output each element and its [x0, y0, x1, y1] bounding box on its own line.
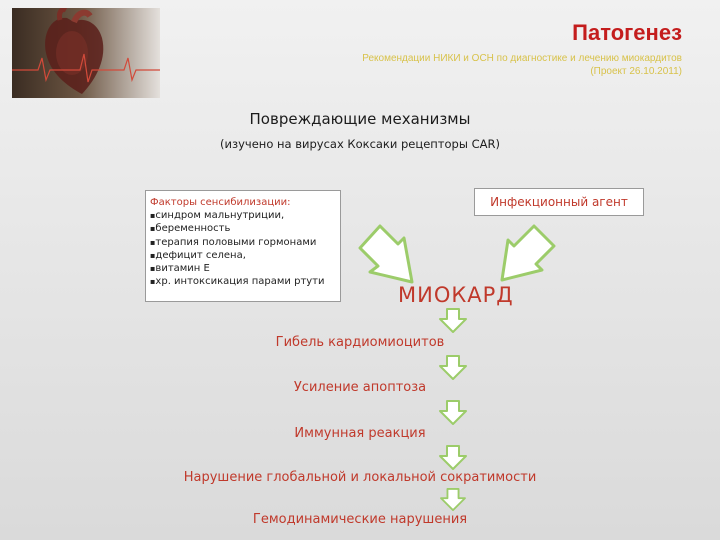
step-cardiomyocyte-death: Гибель кардиомиоцитов	[275, 335, 445, 350]
factors-list	[150, 209, 336, 288]
subtitle-line-2: (Проект 26.10.2011)	[590, 66, 682, 77]
infectious-agent-box: Инфекционный агент	[474, 188, 644, 216]
factor-item: ▪ витамин Е	[150, 262, 336, 275]
myocardium-label: МИОКАРД	[398, 283, 514, 307]
down-arrow-icon	[438, 400, 468, 426]
factor-item: ▪ дефицит селена,	[150, 249, 336, 262]
sensitization-factors-box	[145, 190, 341, 302]
subtitle-line-1: Рекомендации НИКИ и ОСН по диагностике и лечению миокардитов	[362, 53, 682, 64]
step-hemodynamic-disorders: Гемодинамические нарушения	[252, 512, 468, 527]
page-subtitle	[252, 52, 682, 78]
block-arrow-left-icon	[350, 222, 430, 292]
page-title: Патогенез	[572, 20, 682, 45]
section-note: (изучено на вирусах Коксаки рецепторы CAR)	[220, 137, 500, 151]
block-arrow-right-icon	[484, 222, 564, 288]
down-arrow-icon	[438, 308, 468, 334]
factor-item: ▪ терапия половыми гормонами	[150, 236, 336, 249]
step-apoptosis: Усиление апоптоза	[293, 380, 427, 395]
factor-item: ▪ беременность	[150, 222, 336, 235]
down-arrow-icon	[438, 355, 468, 381]
step-immune-reaction: Иммунная реакция	[294, 426, 426, 441]
factors-title: Факторы сенсибилизации:	[150, 197, 291, 208]
factor-item: ▪ синдром мальнутриции,	[150, 209, 336, 222]
heart-ecg-image	[12, 8, 160, 98]
down-arrow-icon	[438, 445, 468, 471]
step-contractility-disorder: Нарушение глобальной и локальной сократимости	[183, 470, 537, 485]
factor-item: ▪ хр. интоксикация парами ртути	[150, 275, 336, 288]
section-heading: Повреждающие механизмы	[249, 110, 471, 128]
down-arrow-icon	[438, 488, 468, 512]
